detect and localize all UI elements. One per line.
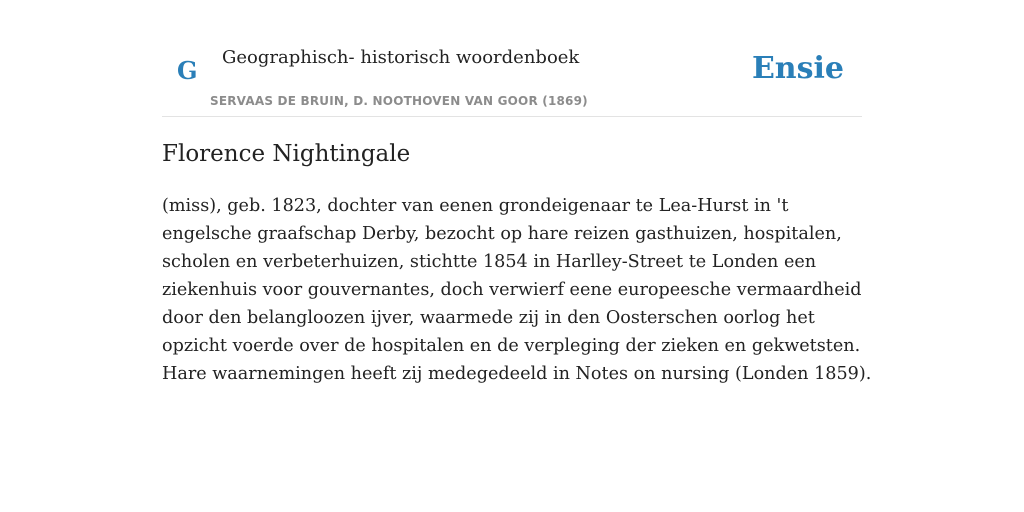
entry-body: (miss), geb. 1823, dochter van eenen grondeigenaar te Lea-Hurst in 't engelsche graafschap Derby, bezocht op hare reizen gasthuizen, hospitalen, scholen en verbeterhuizen, stichtte 1854 in Harlley-Street te Londen een ziekenhuis voor gouvernantes, doch verwierf eene europeesche vermaardheid door den belangloozen ijver, waarmede zij in den Oosterschen oorlog het opzicht voerde over de hospitalen en de verpleging der zieken en gekwetsten. Hare waarnemingen heeft zij medegedeeld in Notes on nursing (Londen 1859). [162,196,872,384]
source-header [162,0,862,117]
ensie-logo-link[interactable]: Ensie [751,51,844,86]
entry-title: Florence Nightingale [162,141,411,167]
content-container [162,0,872,384]
book-authors: SERVAAS DE BRUIN, D. NOOTHOVEN VAN GOOR (1869) [210,94,588,108]
book-title-link[interactable]: Geographisch- historisch woordenboek [222,47,580,68]
book-letter-icon: G [177,56,198,85]
